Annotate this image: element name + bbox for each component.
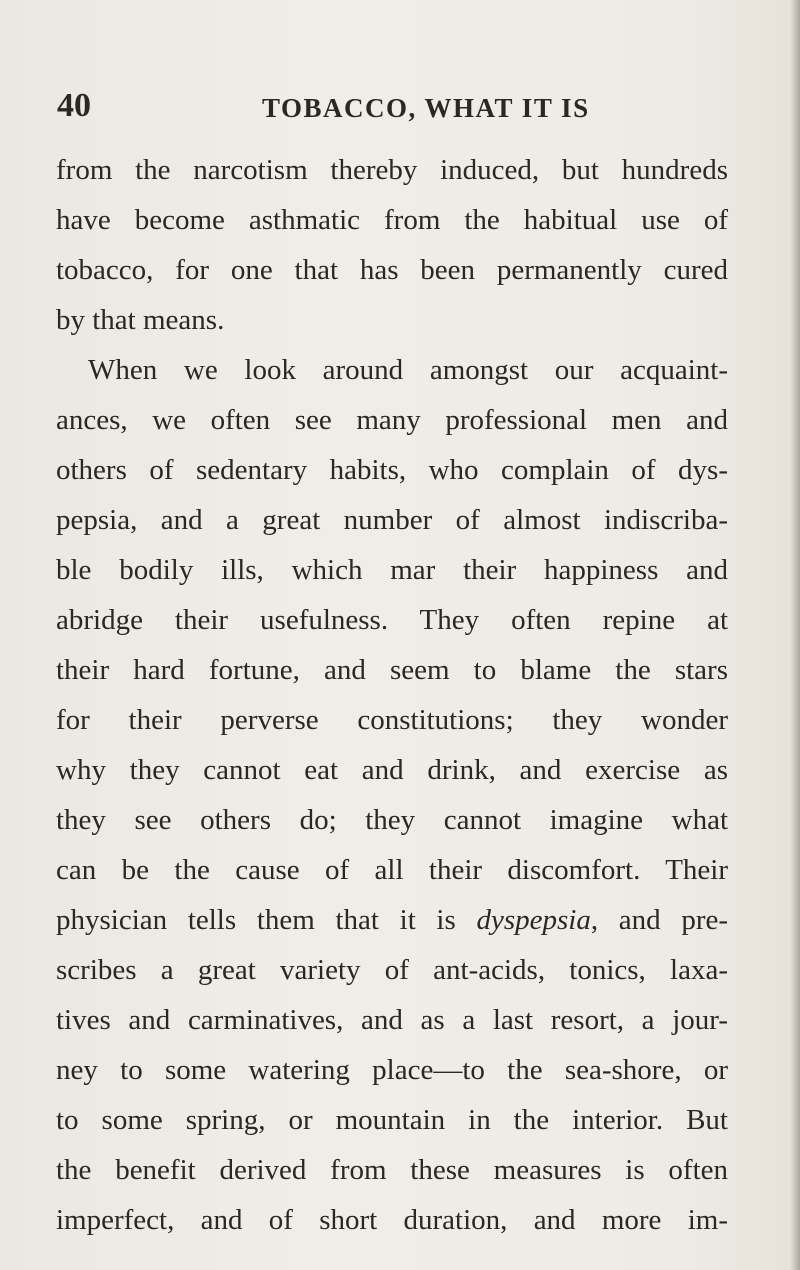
text-line: for their perverse constitutions; they wonder: [56, 704, 728, 736]
text-line: why they cannot eat and drink, and exercise as: [56, 754, 728, 786]
text-line: can be the cause of all their discomfort. Their: [56, 854, 728, 886]
body-text: [56, 145, 728, 1245]
page-number: 40: [57, 87, 91, 124]
text-line: others of sedentary habits, who complain of dys-: [56, 454, 728, 486]
text-line: pepsia, and a great number of almost indiscriba-: [56, 504, 728, 536]
italic-term: dyspepsia: [476, 904, 591, 936]
text-line: from the narcotism thereby induced, but hundreds: [56, 154, 728, 186]
text-line: tives and carminatives, and as a last resort, a jour-: [56, 1004, 728, 1036]
text-line: scribes a great variety of ant-acids, tonics, laxa-: [56, 954, 728, 986]
text-line: by that means.: [56, 304, 225, 336]
running-head: TOBACCO, WHAT IT IS: [262, 93, 590, 123]
text-line: ances, we often see many professional men and: [56, 404, 728, 436]
text-line: [56, 895, 728, 945]
page-edge-shadow: [790, 0, 800, 1270]
text-line: When we look around amongst our acquaint-: [88, 354, 728, 386]
text-line: ney to some watering place—to the sea-shore, or: [56, 1054, 728, 1086]
text-segment: , and pre-: [590, 904, 729, 936]
text-line: they see others do; they cannot imagine what: [56, 804, 728, 836]
text-line: the benefit derived from these measures is often: [56, 1154, 728, 1186]
text-line: their hard fortune, and seem to blame the stars: [56, 654, 728, 686]
text-line: imperfect, and of short duration, and more im-: [56, 1204, 728, 1236]
text-line: have become asthmatic from the habitual use of: [56, 204, 728, 236]
text-line: ble bodily ills, which mar their happiness and: [56, 554, 728, 586]
page-header: [57, 86, 747, 126]
text-line: tobacco, for one that has been permanently cured: [56, 254, 728, 286]
text-line: to some spring, or mountain in the interior. But: [56, 1104, 728, 1136]
text-line: abridge their usefulness. They often repine at: [56, 604, 728, 636]
text-segment: physician tells them that it is: [56, 904, 477, 936]
